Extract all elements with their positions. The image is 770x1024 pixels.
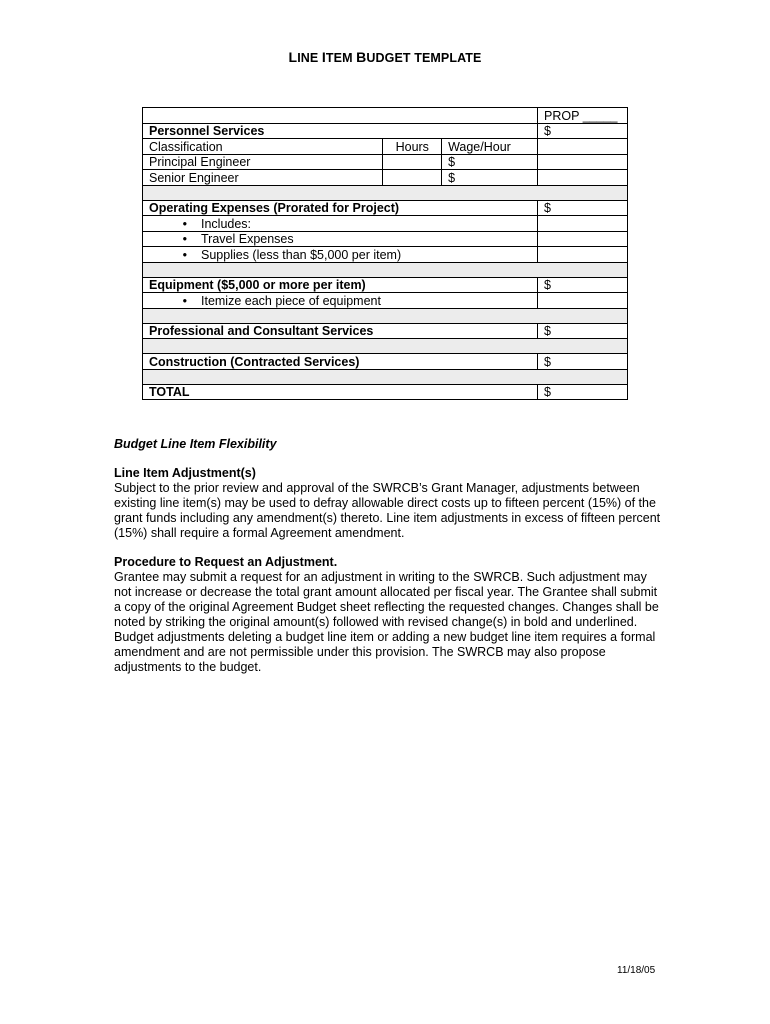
separator-row <box>143 262 628 277</box>
title-part: UDGET TEMPLATE <box>366 51 482 65</box>
table-row <box>143 354 628 370</box>
professional-amount: $ <box>538 323 628 339</box>
table-cell <box>383 154 442 170</box>
title-letter: B <box>356 49 367 65</box>
table-row <box>143 154 628 170</box>
procedure-heading: Procedure to Request an Adjustment. <box>114 555 338 569</box>
title-letter: L <box>288 49 298 65</box>
hours-label: Hours <box>383 139 442 155</box>
table-row <box>143 139 628 155</box>
table-row <box>143 384 628 400</box>
table-cell <box>538 154 628 170</box>
table-cell <box>143 185 628 200</box>
personnel-services-label: Personnel Services <box>143 123 538 139</box>
classification-label: Classification <box>143 139 383 155</box>
table-row <box>143 108 628 124</box>
separator-row <box>143 369 628 384</box>
title-part: TEM <box>325 51 357 65</box>
table-row <box>143 247 628 263</box>
table-cell <box>383 170 442 186</box>
adjustment-heading: Line Item Adjustment(s) <box>114 466 256 480</box>
travel-expenses-label: Travel Expenses <box>201 232 294 246</box>
equipment-label: Equipment ($5,000 or more per item) <box>143 277 538 293</box>
adjustment-paragraph: Subject to the prior review and approval of the SWRCB’s Grant Manager, adjustments between existing line item(s) may be used to defray allowable direct costs up to fifteen percent (15%) of the grant funds including any amendment(s) thereto. Line item adjustments in excess of fifteen percent (15%) shall require a formal Agreement amendment. <box>114 481 661 540</box>
principal-engineer-label: Principal Engineer <box>143 154 383 170</box>
table-cell <box>143 262 628 277</box>
bullet-icon: • <box>182 232 187 246</box>
wage-hour-label: Wage/Hour <box>442 139 538 155</box>
table-row <box>143 277 628 293</box>
bullet-icon: • <box>182 216 187 231</box>
table-cell <box>538 293 628 309</box>
flexibility-heading: Budget Line Item Flexibility <box>114 437 277 451</box>
table-row <box>143 200 628 216</box>
operating-expenses-label: Operating Expenses (Prorated for Project) <box>143 200 538 216</box>
table-row <box>143 170 628 186</box>
table-row <box>143 216 628 232</box>
separator-row <box>143 185 628 200</box>
professional-services-label: Professional and Consultant Services <box>143 323 538 339</box>
separator-row <box>143 308 628 323</box>
construction-label: Construction (Contracted Services) <box>143 354 538 370</box>
title-part: INE <box>297 51 322 65</box>
total-amount: $ <box>538 384 628 400</box>
table-cell <box>143 369 628 384</box>
bullet-icon: • <box>182 293 187 308</box>
operating-amount: $ <box>538 200 628 216</box>
table-row <box>143 293 628 309</box>
table-row <box>143 231 628 247</box>
separator-row <box>143 339 628 354</box>
procedure-paragraph: Grantee may submit a request for an adjustment in writing to the SWRCB. Such adjustment may not increase or decrease the total grant amount allocated per fiscal year. The Grantee shall submit a copy of the original Agreement Budget sheet reflecting the requested changes. Changes shall be noted by striking the original amount(s) followed with revised change(s) in bold and underlined. Budget adjustments deleting a budget line item or adding a new budget line item requires a formal amendment and are not permissible under this provision. The SWRCB may also propose adjustments to the budget. <box>114 570 659 674</box>
itemize-label: Itemize each piece of equipment <box>201 293 381 308</box>
title-letter: I <box>321 49 326 65</box>
table-cell <box>538 139 628 155</box>
personnel-amount: $ <box>538 123 628 139</box>
total-label: TOTAL <box>143 384 538 400</box>
budget-table <box>142 107 628 400</box>
document-date: 11/18/05 <box>617 965 656 976</box>
table-cell <box>143 308 628 323</box>
table-row <box>143 323 628 339</box>
construction-amount: $ <box>538 354 628 370</box>
equipment-amount: $ <box>538 277 628 293</box>
document-title <box>0 49 770 65</box>
bullet-icon: • <box>182 247 187 262</box>
list-item <box>143 247 538 263</box>
list-item <box>143 293 538 309</box>
table-cell <box>538 247 628 263</box>
senior-engineer-label: Senior Engineer <box>143 170 383 186</box>
list-item <box>143 231 538 247</box>
table-cell <box>538 231 628 247</box>
principal-engineer-wage: $ <box>442 154 538 170</box>
table-cell <box>538 170 628 186</box>
prop-header: PROP _____ <box>538 108 628 124</box>
table-cell <box>143 108 538 124</box>
table-cell <box>143 339 628 354</box>
list-item <box>143 216 538 232</box>
table-row <box>143 123 628 139</box>
senior-engineer-wage: $ <box>442 170 538 186</box>
table-cell <box>538 216 628 232</box>
supplies-label: Supplies (less than $5,000 per item) <box>201 247 402 262</box>
includes-label: Includes: <box>201 216 252 231</box>
